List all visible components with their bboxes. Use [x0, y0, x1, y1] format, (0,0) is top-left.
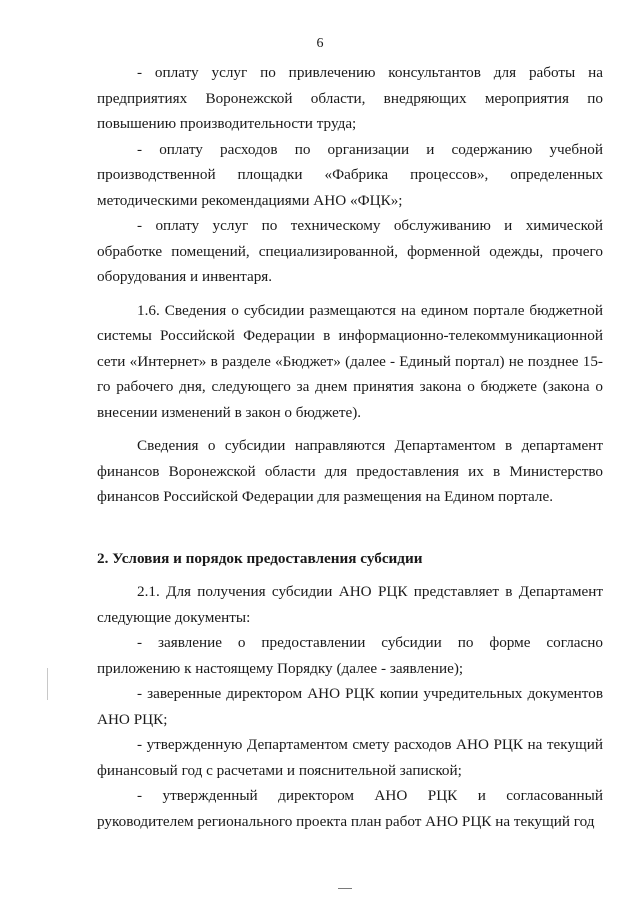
paragraph-maintenance: - оплату услуг по техническому обслуживанию и химической обработке помещений, специализированной, форменной одежды, прочего оборудования и инвентаря.	[97, 217, 603, 285]
paragraph-1-6: 1.6. Сведения о субсидии размещаются на едином портале бюджетной системы Российской Федерации в информационно-телекоммуникационной сети «Интернет» в разделе «Бюджет» (далее - Единый портал) не позднее 15-го рабочего дня, следующего за днем принятия закона о бюджете (закона о внесении изменений в закон о бюджете).	[97, 301, 603, 421]
page-number: 6	[316, 36, 324, 51]
paragraph-application: - заявление о предоставлении субсидии по форме согласно приложению к настоящему Порядку (далее - заявление);	[97, 634, 603, 677]
paragraph-founding-docs: - заверенные директором АНО РЦК копии учредительных документов АНО РЦК;	[97, 685, 603, 728]
paragraph-finance-department: Сведения о субсидии направляются Департаментом в департамент финансов Воронежской области для предоставления их в Министерство финансов Российской Федерации для размещения на Едином портале.	[97, 437, 603, 505]
scan-artifact-line	[47, 668, 48, 700]
paragraph-consultants: - оплату услуг по привлечению консультантов для работы на предприятиях Воронежской области, внедряющих мероприятия по повышению производительности труда;	[97, 64, 603, 132]
paragraph-work-plan: - утвержденный директором АНО РЦК и согласованный руководителем регионального проекта план работ АНО РЦК на текущий год	[97, 787, 603, 830]
document-body	[97, 60, 603, 834]
paragraph-2-1: 2.1. Для получения субсидии АНО РЦК представляет в Департамент следующие документы:	[97, 583, 603, 626]
paragraph-training-site: - оплату расходов по организации и содержанию учебной производственной площадки «Фабрика процессов», определенных методическими рекомендациями АНО «ФЦК»;	[97, 140, 603, 209]
section-heading: 2. Условия и порядок предоставления субсидии	[97, 549, 423, 567]
bottom-mark	[338, 888, 352, 889]
paragraph-budget-estimate: - утвержденную Департаментом смету расходов АНО РЦК на текущий финансовый год с расчетами и пояснительной запиской;	[97, 736, 603, 779]
